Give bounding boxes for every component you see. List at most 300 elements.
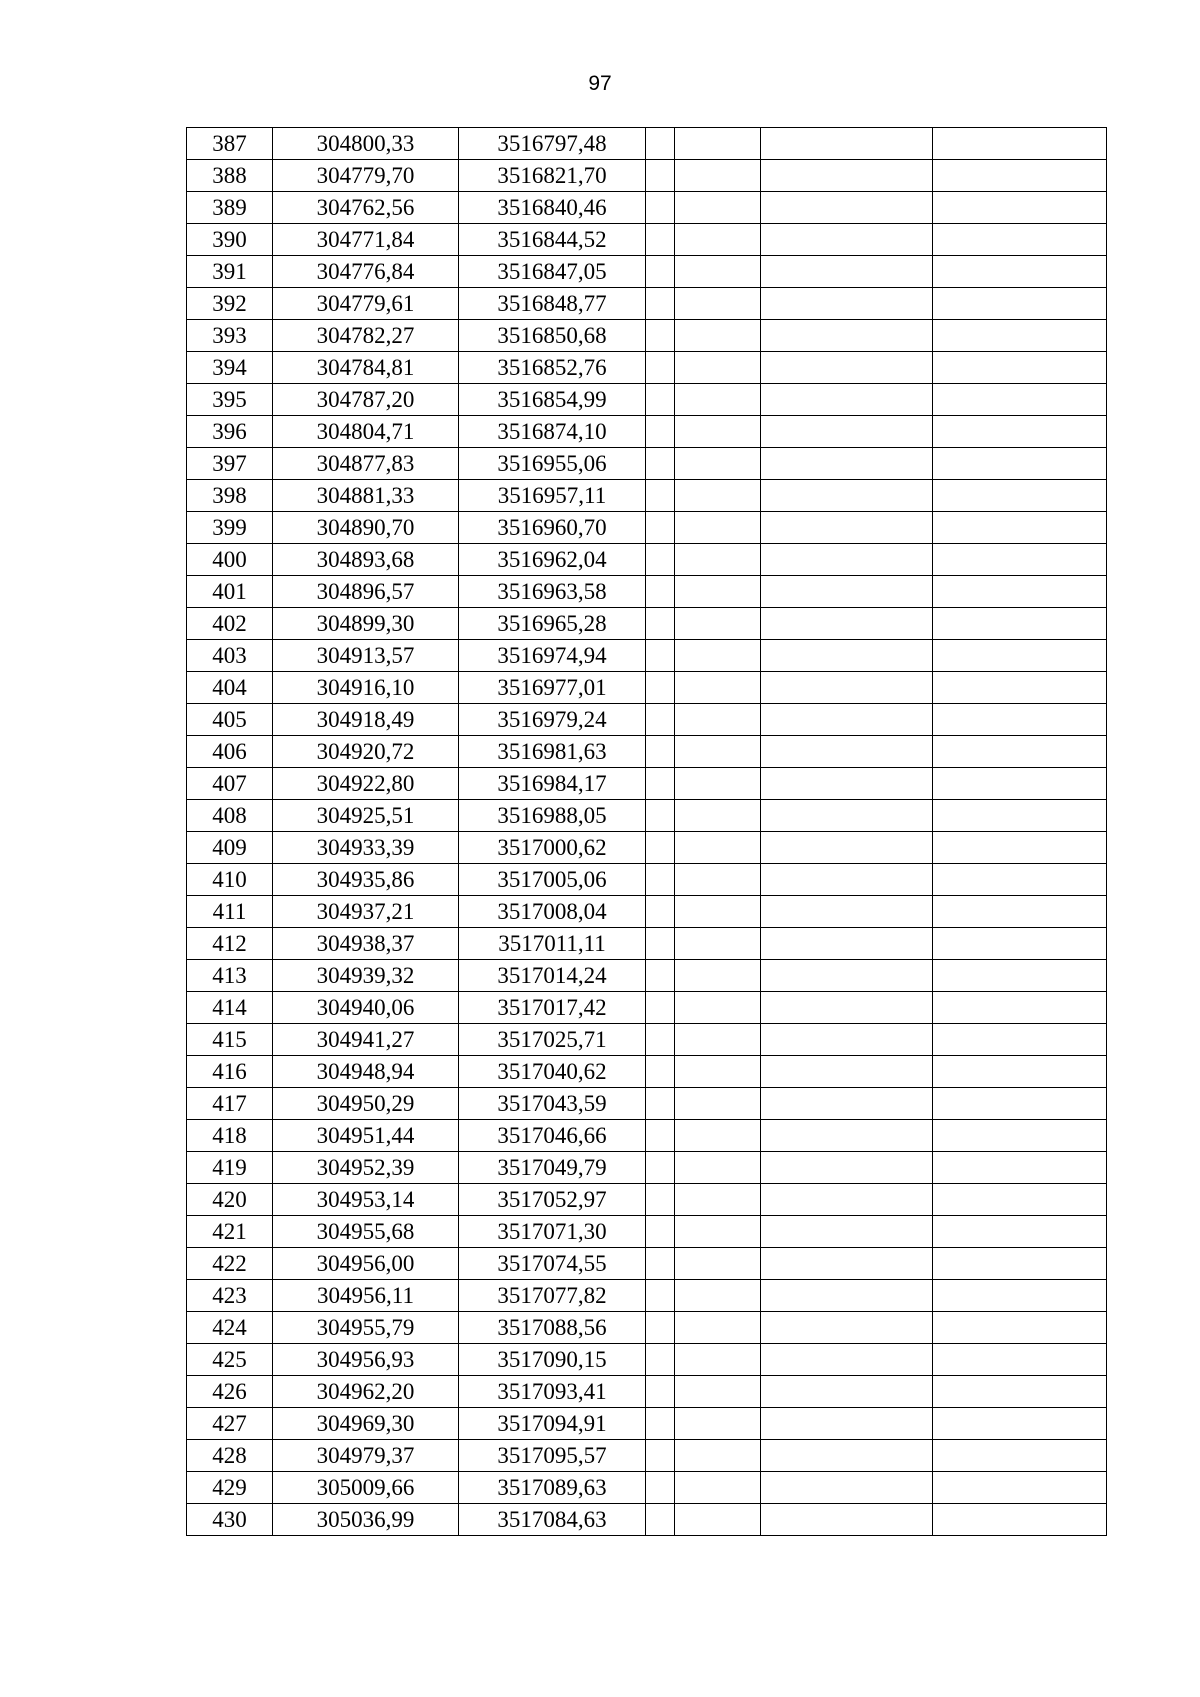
empty-cell [675,1408,761,1440]
y-coordinate-cell: 3517093,41 [459,1376,646,1408]
empty-cell [761,608,933,640]
x-coordinate-cell: 304955,79 [273,1312,459,1344]
empty-cell [933,512,1107,544]
x-coordinate-cell: 304956,00 [273,1248,459,1280]
point-number-cell: 418 [187,1120,273,1152]
empty-cell [675,384,761,416]
empty-cell [933,1120,1107,1152]
x-coordinate-cell: 304779,70 [273,160,459,192]
y-coordinate-cell: 3516821,70 [459,160,646,192]
y-coordinate-cell: 3517077,82 [459,1280,646,1312]
empty-cell [933,1152,1107,1184]
table-row [187,256,1107,288]
x-coordinate-cell: 304979,37 [273,1440,459,1472]
table-row [187,1088,1107,1120]
empty-cell [675,128,761,160]
empty-cell [761,1440,933,1472]
empty-cell [646,320,675,352]
y-coordinate-cell: 3517094,91 [459,1408,646,1440]
empty-cell [933,832,1107,864]
empty-cell [675,704,761,736]
point-number-cell: 426 [187,1376,273,1408]
point-number-cell: 424 [187,1312,273,1344]
empty-cell [761,1280,933,1312]
point-number-cell: 413 [187,960,273,992]
y-coordinate-cell: 3517014,24 [459,960,646,992]
table-row [187,672,1107,704]
empty-cell [933,992,1107,1024]
empty-cell [761,512,933,544]
empty-cell [933,544,1107,576]
empty-cell [933,1504,1107,1536]
empty-cell [933,1376,1107,1408]
table-row [187,448,1107,480]
x-coordinate-cell: 304950,29 [273,1088,459,1120]
empty-cell [761,480,933,512]
empty-cell [646,544,675,576]
empty-cell [761,384,933,416]
empty-cell [675,832,761,864]
empty-cell [761,1152,933,1184]
empty-cell [675,1312,761,1344]
empty-cell [646,576,675,608]
y-coordinate-cell: 3517000,62 [459,832,646,864]
empty-cell [933,736,1107,768]
point-number-cell: 396 [187,416,273,448]
coordinates-table [186,127,1107,1536]
y-coordinate-cell: 3517040,62 [459,1056,646,1088]
empty-cell [761,640,933,672]
point-number-cell: 419 [187,1152,273,1184]
empty-cell [933,768,1107,800]
x-coordinate-cell: 304800,33 [273,128,459,160]
empty-cell [761,864,933,896]
y-coordinate-cell: 3517071,30 [459,1216,646,1248]
y-coordinate-cell: 3516840,46 [459,192,646,224]
table-row [187,480,1107,512]
table-row [187,128,1107,160]
point-number-cell: 412 [187,928,273,960]
table-row [187,288,1107,320]
empty-cell [675,960,761,992]
empty-cell [675,864,761,896]
point-number-cell: 428 [187,1440,273,1472]
table-row [187,1280,1107,1312]
empty-cell [933,608,1107,640]
table-row [187,1152,1107,1184]
empty-cell [646,448,675,480]
x-coordinate-cell: 304951,44 [273,1120,459,1152]
empty-cell [933,192,1107,224]
empty-cell [761,256,933,288]
x-coordinate-cell: 304969,30 [273,1408,459,1440]
x-coordinate-cell: 304918,49 [273,704,459,736]
y-coordinate-cell: 3516850,68 [459,320,646,352]
point-number-cell: 405 [187,704,273,736]
x-coordinate-cell: 304779,61 [273,288,459,320]
empty-cell [933,1056,1107,1088]
point-number-cell: 411 [187,896,273,928]
empty-cell [933,1248,1107,1280]
table-row [187,1184,1107,1216]
point-number-cell: 387 [187,128,273,160]
empty-cell [646,1472,675,1504]
point-number-cell: 399 [187,512,273,544]
y-coordinate-cell: 3516847,05 [459,256,646,288]
x-coordinate-cell: 304933,39 [273,832,459,864]
y-coordinate-cell: 3516963,58 [459,576,646,608]
empty-cell [646,1248,675,1280]
empty-cell [933,1024,1107,1056]
empty-cell [761,960,933,992]
empty-cell [761,224,933,256]
empty-cell [675,992,761,1024]
empty-cell [646,1024,675,1056]
x-coordinate-cell: 305036,99 [273,1504,459,1536]
empty-cell [646,768,675,800]
y-coordinate-cell: 3517005,06 [459,864,646,896]
empty-cell [761,1504,933,1536]
empty-cell [761,704,933,736]
table-row [187,1408,1107,1440]
empty-cell [761,1120,933,1152]
empty-cell [761,576,933,608]
empty-cell [933,256,1107,288]
x-coordinate-cell: 304896,57 [273,576,459,608]
empty-cell [761,1184,933,1216]
empty-cell [933,1216,1107,1248]
empty-cell [933,224,1107,256]
table-row [187,704,1107,736]
empty-cell [933,928,1107,960]
y-coordinate-cell: 3516874,10 [459,416,646,448]
y-coordinate-cell: 3517043,59 [459,1088,646,1120]
y-coordinate-cell: 3516852,76 [459,352,646,384]
x-coordinate-cell: 304877,83 [273,448,459,480]
empty-cell [933,320,1107,352]
x-coordinate-cell: 304962,20 [273,1376,459,1408]
point-number-cell: 394 [187,352,273,384]
table-row [187,736,1107,768]
empty-cell [675,320,761,352]
empty-cell [933,160,1107,192]
empty-cell [761,160,933,192]
empty-cell [761,128,933,160]
x-coordinate-cell: 304953,14 [273,1184,459,1216]
empty-cell [761,1216,933,1248]
point-number-cell: 408 [187,800,273,832]
empty-cell [675,1472,761,1504]
y-coordinate-cell: 3517052,97 [459,1184,646,1216]
empty-cell [646,928,675,960]
empty-cell [761,1472,933,1504]
x-coordinate-cell: 304776,84 [273,256,459,288]
y-coordinate-cell: 3517084,63 [459,1504,646,1536]
empty-cell [761,352,933,384]
empty-cell [675,288,761,320]
empty-cell [675,224,761,256]
empty-cell [646,1440,675,1472]
x-coordinate-cell: 304956,11 [273,1280,459,1312]
empty-cell [646,832,675,864]
x-coordinate-cell: 304893,68 [273,544,459,576]
empty-cell [646,640,675,672]
empty-cell [675,1280,761,1312]
empty-cell [675,800,761,832]
empty-cell [761,928,933,960]
empty-cell [646,1504,675,1536]
y-coordinate-cell: 3516960,70 [459,512,646,544]
empty-cell [675,544,761,576]
point-number-cell: 393 [187,320,273,352]
empty-cell [646,1056,675,1088]
empty-cell [675,1056,761,1088]
empty-cell [761,288,933,320]
empty-cell [646,512,675,544]
point-number-cell: 401 [187,576,273,608]
table-row [187,864,1107,896]
point-number-cell: 422 [187,1248,273,1280]
table-row [187,416,1107,448]
point-number-cell: 417 [187,1088,273,1120]
table-row [187,896,1107,928]
x-coordinate-cell: 304922,80 [273,768,459,800]
empty-cell [675,1024,761,1056]
table-row [187,800,1107,832]
empty-cell [761,320,933,352]
point-number-cell: 403 [187,640,273,672]
empty-cell [675,576,761,608]
empty-cell [646,480,675,512]
x-coordinate-cell: 304784,81 [273,352,459,384]
point-number-cell: 410 [187,864,273,896]
empty-cell [646,416,675,448]
y-coordinate-cell: 3516965,28 [459,608,646,640]
empty-cell [761,1248,933,1280]
point-number-cell: 391 [187,256,273,288]
empty-cell [646,896,675,928]
empty-cell [933,1280,1107,1312]
empty-cell [933,448,1107,480]
empty-cell [933,480,1107,512]
empty-cell [646,1088,675,1120]
point-number-cell: 402 [187,608,273,640]
y-coordinate-cell: 3517090,15 [459,1344,646,1376]
empty-cell [933,896,1107,928]
empty-cell [675,480,761,512]
empty-cell [933,1088,1107,1120]
table-row [187,1056,1107,1088]
empty-cell [675,1376,761,1408]
empty-cell [646,704,675,736]
point-number-cell: 388 [187,160,273,192]
empty-cell [761,1056,933,1088]
y-coordinate-cell: 3516981,63 [459,736,646,768]
empty-cell [646,160,675,192]
y-coordinate-cell: 3516955,06 [459,448,646,480]
table-row [187,352,1107,384]
x-coordinate-cell: 304899,30 [273,608,459,640]
point-number-cell: 398 [187,480,273,512]
table-row [187,224,1107,256]
table-row [187,1504,1107,1536]
x-coordinate-cell: 304916,10 [273,672,459,704]
y-coordinate-cell: 3516962,04 [459,544,646,576]
table-row [187,960,1107,992]
empty-cell [761,1088,933,1120]
empty-cell [646,608,675,640]
empty-cell [675,1120,761,1152]
table-row [187,384,1107,416]
empty-cell [646,1120,675,1152]
empty-cell [646,1376,675,1408]
table-row [187,608,1107,640]
empty-cell [761,672,933,704]
empty-cell [933,640,1107,672]
x-coordinate-cell: 304782,27 [273,320,459,352]
empty-cell [761,448,933,480]
empty-cell [761,1312,933,1344]
x-coordinate-cell: 304956,93 [273,1344,459,1376]
y-coordinate-cell: 3517089,63 [459,1472,646,1504]
point-number-cell: 423 [187,1280,273,1312]
empty-cell [675,1248,761,1280]
empty-cell [761,832,933,864]
table-row [187,160,1107,192]
empty-cell [675,160,761,192]
x-coordinate-cell: 304938,37 [273,928,459,960]
point-number-cell: 416 [187,1056,273,1088]
x-coordinate-cell: 304762,56 [273,192,459,224]
table-row [187,992,1107,1024]
empty-cell [646,256,675,288]
table-row [187,1024,1107,1056]
empty-cell [761,768,933,800]
empty-cell [933,1184,1107,1216]
x-coordinate-cell: 304935,86 [273,864,459,896]
empty-cell [933,1408,1107,1440]
empty-cell [761,1344,933,1376]
point-number-cell: 397 [187,448,273,480]
empty-cell [761,192,933,224]
table-row [187,832,1107,864]
empty-cell [761,800,933,832]
page-number: 97 [588,72,612,95]
point-number-cell: 409 [187,832,273,864]
empty-cell [646,1344,675,1376]
y-coordinate-cell: 3516844,52 [459,224,646,256]
empty-cell [933,1312,1107,1344]
table-body [187,128,1107,1536]
point-number-cell: 389 [187,192,273,224]
empty-cell [646,224,675,256]
y-coordinate-cell: 3516957,11 [459,480,646,512]
empty-cell [933,704,1107,736]
y-coordinate-cell: 3516854,99 [459,384,646,416]
x-coordinate-cell: 304881,33 [273,480,459,512]
empty-cell [933,800,1107,832]
empty-cell [675,1088,761,1120]
empty-cell [646,960,675,992]
table-row [187,544,1107,576]
table-row [187,576,1107,608]
table-row [187,1120,1107,1152]
point-number-cell: 390 [187,224,273,256]
empty-cell [933,864,1107,896]
empty-cell [675,1184,761,1216]
y-coordinate-cell: 3517017,42 [459,992,646,1024]
point-number-cell: 414 [187,992,273,1024]
empty-cell [646,192,675,224]
empty-cell [933,960,1107,992]
x-coordinate-cell: 304771,84 [273,224,459,256]
y-coordinate-cell: 3516848,77 [459,288,646,320]
point-number-cell: 420 [187,1184,273,1216]
table-row [187,320,1107,352]
empty-cell [646,800,675,832]
x-coordinate-cell: 304952,39 [273,1152,459,1184]
empty-cell [675,352,761,384]
y-coordinate-cell: 3517011,11 [459,928,646,960]
empty-cell [646,992,675,1024]
empty-cell [761,736,933,768]
empty-cell [761,1024,933,1056]
table-row [187,1472,1107,1504]
y-coordinate-cell: 3517008,04 [459,896,646,928]
empty-cell [761,1376,933,1408]
x-coordinate-cell: 304955,68 [273,1216,459,1248]
y-coordinate-cell: 3516979,24 [459,704,646,736]
empty-cell [646,352,675,384]
x-coordinate-cell: 304940,06 [273,992,459,1024]
empty-cell [933,352,1107,384]
empty-cell [646,672,675,704]
y-coordinate-cell: 3517095,57 [459,1440,646,1472]
empty-cell [675,1152,761,1184]
x-coordinate-cell: 304939,32 [273,960,459,992]
table-row [187,1216,1107,1248]
y-coordinate-cell: 3516974,94 [459,640,646,672]
point-number-cell: 406 [187,736,273,768]
empty-cell [646,736,675,768]
empty-cell [761,416,933,448]
empty-cell [761,896,933,928]
table-row [187,192,1107,224]
empty-cell [646,288,675,320]
empty-cell [675,1344,761,1376]
empty-cell [675,416,761,448]
empty-cell [675,1216,761,1248]
point-number-cell: 392 [187,288,273,320]
point-number-cell: 429 [187,1472,273,1504]
y-coordinate-cell: 3516984,17 [459,768,646,800]
empty-cell [675,448,761,480]
y-coordinate-cell: 3516977,01 [459,672,646,704]
x-coordinate-cell: 304787,20 [273,384,459,416]
y-coordinate-cell: 3517046,66 [459,1120,646,1152]
table-row [187,768,1107,800]
point-number-cell: 400 [187,544,273,576]
empty-cell [675,896,761,928]
empty-cell [646,1280,675,1312]
empty-cell [933,288,1107,320]
table-row [187,1344,1107,1376]
y-coordinate-cell: 3517025,71 [459,1024,646,1056]
empty-cell [675,928,761,960]
empty-cell [675,672,761,704]
point-number-cell: 415 [187,1024,273,1056]
empty-cell [933,1472,1107,1504]
